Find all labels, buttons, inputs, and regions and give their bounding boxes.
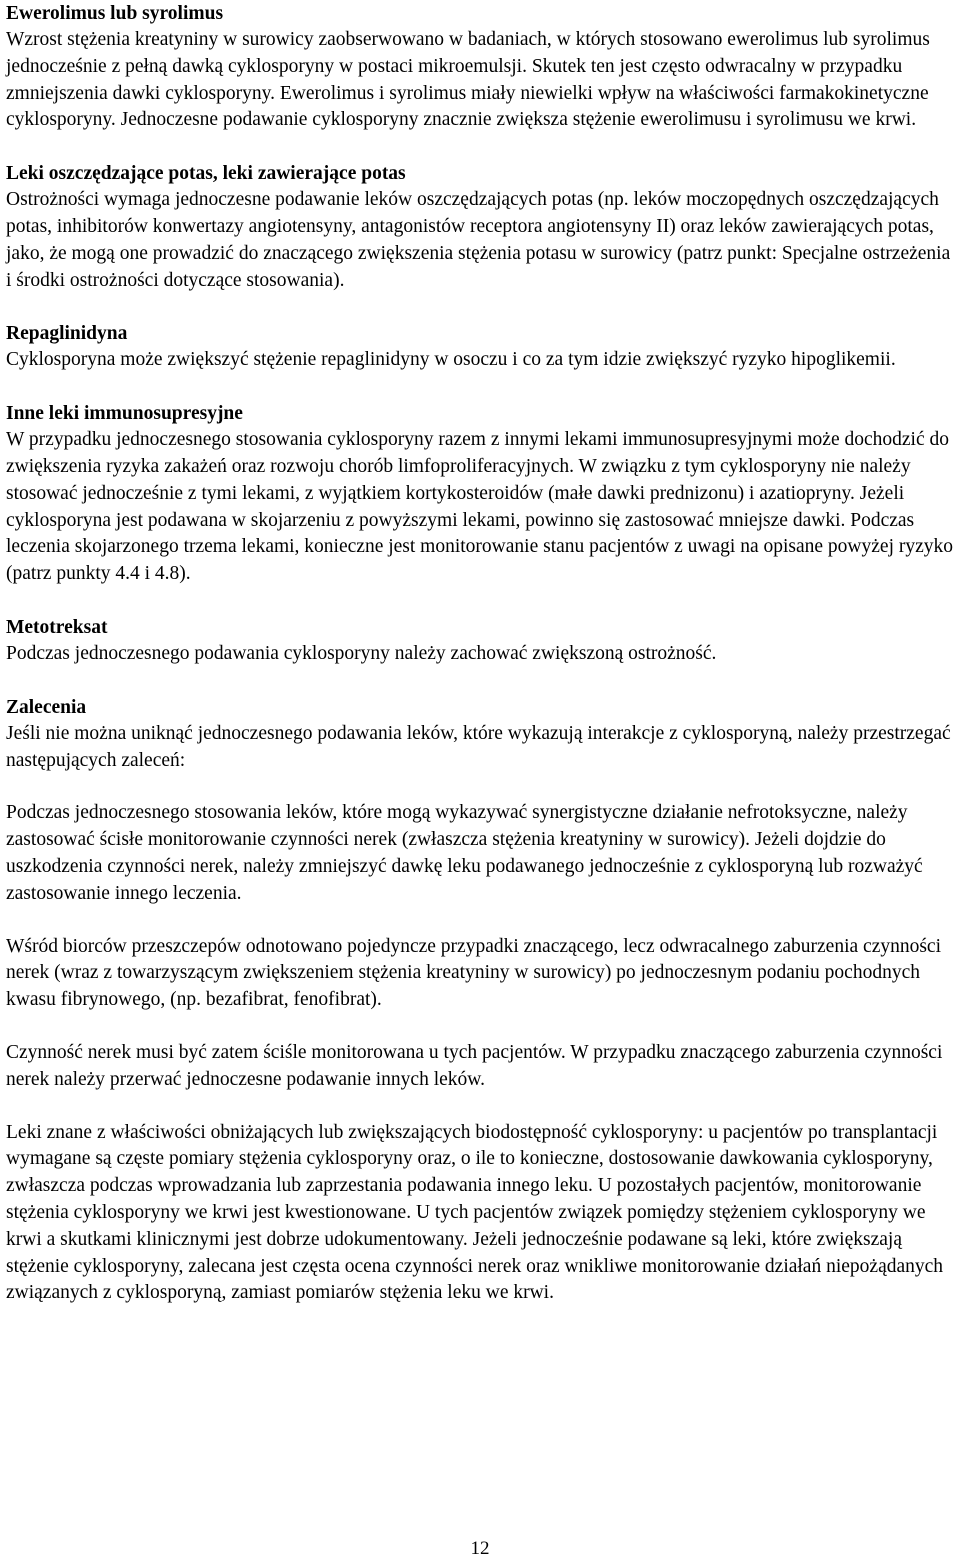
section-heading: Inne leki immunosupresyjne	[6, 403, 243, 425]
section-methotrexate	[6, 614, 956, 668]
section-paragraph: Podczas jednoczesnego podawania cyklosporyny należy zachować zwiększoną ostrożność.	[6, 642, 717, 664]
body-paragraph: Podczas jednoczesnego stosowania leków, które mogą wykazywać synergistyczne działanie nefrotoksyczne, należy zastosować ścisłe monitorowanie czynności nerek (zwłaszcza stężenia kreatyniny w surowicy). Jeżeli dojdzie do uszkodzenia czynności nerek, należy zmniejszyć dawkę leku podawanego jednocześnie z cyklosporyną lub rozważyć zastosowanie innego leczenia.	[6, 802, 923, 904]
section-heading: Ewerolimus lub syrolimus	[6, 3, 224, 24]
section-heading: Metotreksat	[6, 616, 108, 638]
section-paragraph: Jeśli nie można uniknąć jednoczesnego podawania leków, które wykazują interakcje z cyklosporyną, należy przestrzegać następujących zaleceń:	[6, 722, 951, 771]
page-number: 12	[470, 1538, 490, 1559]
section-immunosuppressants	[6, 400, 956, 588]
section-repaglinide	[6, 320, 956, 374]
section-heading: Leki oszczędzające potas, leki zawierające potas	[6, 163, 406, 185]
section-everolimus	[6, 0, 956, 134]
document-page	[6, 0, 956, 1307]
section-paragraph: Cyklosporyna może zwiększyć stężenie repaglinidyny w osoczu i co za tym idzie zwiększyć ryzyko hipoglikemii.	[6, 349, 896, 371]
section-heading: Zalecenia	[6, 696, 87, 718]
body-paragraph: Leki znane z właściwości obniżających lub zwiększających biodostępność cyklosporyny: u pacjentów po transplantacji wymagane są częste pomiary stężenia cyklosporyny oraz, o ile to konieczne, dostosowanie dawkowania cyklosporyny, zwłaszcza podczas wprowadzania lub zaprzestania podawania innego leku. U pozostałych pacjentów, monitorowanie stężenia cyklosporyny we krwi jest kwestionowane. U tych pacjentów związek pomiędzy stężeniem cyklosporyny we krwi a skutkami klinicznymi jest dobrze udokumentowany. Jeżeli jednocześnie podawane są leki, które zwiększają stężenie cyklosporyny, zalecana jest częsta ocena czynności nerek oraz wnikliwe monitorowanie działań niepożądanych związanych z cyklosporyną, zamiast pomiarów stężenia leku we krwi.	[6, 1121, 944, 1304]
body-paragraph: Czynność nerek musi być zatem ściśle monitorowana u tych pacjentów. W przypadku znaczącego zaburzenia czynności nerek należy przerwać jednoczesne podawanie innych leków.	[6, 1041, 943, 1090]
section-heading: Repaglinidyna	[6, 323, 128, 345]
section-potassium	[6, 160, 956, 294]
section-recommendations	[6, 694, 956, 775]
section-paragraph: Ostrożności wymaga jednoczesne podawanie leków oszczędzających potas (np. leków moczopędnych oszczędzających potas, inhibitorów konwertazy angiotensyny, antagonistów receptora angiotensyny II) oraz leków zawierających potas, jako, że mogą one prowadzić do znaczącego zwiększenia stężenia potasu w surowicy (patrz punkt: Specjalne ostrzeżenia i środki ostrożności dotyczące stosowania).	[6, 189, 951, 291]
body-paragraph: Wśród biorców przeszczepów odnotowano pojedyncze przypadki znaczącego, lecz odwracalnego zaburzenia czynności nerek (wraz z towarzyszącym zwiększeniem stężenia kreatyniny w surowicy) po jednoczesnym podaniu pochodnych kwasu fibrynowego, (np. bezafibrat, fenofibrat).	[6, 935, 942, 1011]
section-paragraph: W przypadku jednoczesnego stosowania cyklosporyny razem z innymi lekami immunosupresyjnymi może dochodzić do zwiększenia ryzyka zakażeń oraz rozwoju chorób limfoproliferacyjnych. W związku z tym cyklosporyny nie należy stosować jednocześnie z tymi lekami, z wyjątkiem kortykosteroidów (małe dawki prednizonu) i azatiopryny. Jeżeli cyklosporyna jest podawana w skojarzeniu z powyższymi lekami, powinno się zastosować mniejsze dawki. Podczas leczenia skojarzonego trzema lekami, konieczne jest monitorowanie stanu pacjentów z uwagi na opisane powyżej ryzyko (patrz punkty 4.4 i 4.8).	[6, 429, 954, 585]
section-paragraph: Wzrost stężenia kreatyniny w surowicy zaobserwowano w badaniach, w których stosowano ewerolimus lub syrolimus jednocześnie z pełną dawką cyklosporyny w postaci mikroemulsji. Skutek ten jest często odwracalny w przypadku zmniejszenia dawki cyklosporyny. Ewerolimus i syrolimus miały niewielki wpływ na właściwości farmakokinetyczne cyklosporyny. Jednoczesne podawanie cyklosporyny znacznie zwiększa stężenie ewerolimusu i syrolimusu we krwi.	[6, 29, 930, 131]
